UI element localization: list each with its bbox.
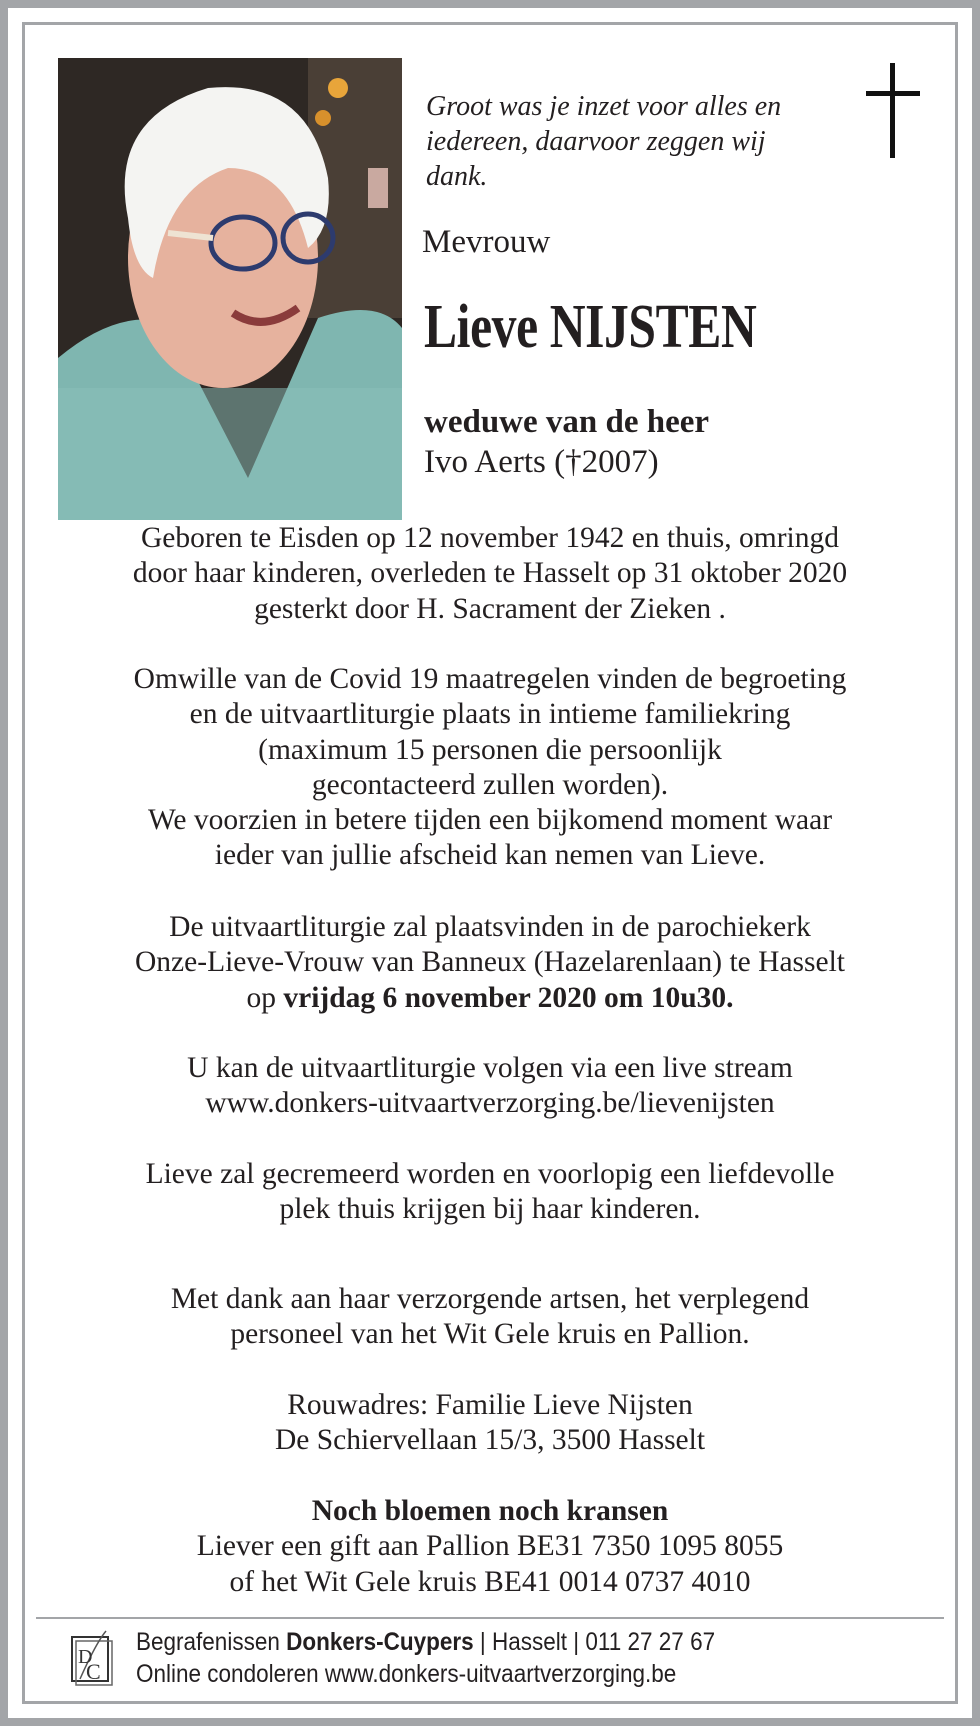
svg-text:C: C bbox=[86, 1659, 101, 1684]
funeral-home-name: Donkers-Cuypers bbox=[286, 1628, 474, 1656]
text-line: U kan de uitvaartliturgie volgen via een live stream bbox=[187, 1052, 793, 1084]
text-line: (maximum 15 personen die persoonlijk bbox=[258, 733, 722, 766]
funeral-paragraph bbox=[30, 910, 950, 1016]
spouse-line: Ivo Aerts (†2007) bbox=[424, 444, 659, 480]
thanks-paragraph bbox=[30, 1282, 950, 1353]
text-line: plek thuis krijgen bij haar kinderen. bbox=[279, 1193, 701, 1226]
footer-divider bbox=[36, 1617, 944, 1619]
deceased-name: Lieve NIJSTEN bbox=[424, 293, 757, 361]
quote-line: iedereen, daarvoor zeggen wij bbox=[426, 126, 766, 157]
cremation-paragraph bbox=[30, 1157, 950, 1228]
text-line: De uitvaartliturgie zal plaatsvinden in de parochiekerk bbox=[169, 911, 811, 943]
text-line: De Schiervellaan 15/3, 3500 Hasselt bbox=[274, 1424, 706, 1457]
birth-death-paragraph bbox=[30, 521, 950, 627]
livestream-paragraph bbox=[30, 1051, 950, 1122]
funeral-date-line bbox=[30, 981, 950, 1016]
text-line: en de uitvaartliturgie plaats in intieme familiekring bbox=[189, 698, 791, 731]
text-line: ieder van jullie afscheid kan nemen van Lieve. bbox=[214, 839, 766, 872]
text-line: Liever een gift aan Pallion BE31 7350 1095 8055 bbox=[196, 1530, 784, 1563]
cross-icon bbox=[866, 63, 920, 158]
text-line: gecontacteerd zullen worden). bbox=[311, 768, 669, 801]
honorific: Mevrouw bbox=[422, 224, 551, 260]
text-line: Geboren te Eisden op 12 november 1942 en thuis, omringd bbox=[140, 522, 840, 554]
text-prefix: op bbox=[246, 981, 284, 1014]
text-line: gesterkt door H. Sacrament der Zieken . bbox=[254, 592, 726, 625]
flowers-paragraph bbox=[30, 1494, 950, 1600]
text-line: Met dank aan haar verzorgende artsen, het verplegend bbox=[170, 1283, 810, 1315]
footer-text: Begrafenissen bbox=[136, 1628, 287, 1656]
address-paragraph bbox=[30, 1388, 950, 1459]
text-line: Rouwadres: Familie Lieve Nijsten bbox=[287, 1389, 693, 1421]
svg-text:D: D bbox=[78, 1646, 93, 1668]
funeral-date: vrijdag 6 november 2020 om 10u30. bbox=[283, 981, 734, 1014]
covid-paragraph bbox=[30, 662, 950, 874]
quote-line: Groot was je inzet voor alles en bbox=[426, 91, 782, 122]
memorial-quote bbox=[426, 89, 846, 194]
quote-line: dank. bbox=[426, 161, 488, 192]
portrait-photo bbox=[58, 58, 402, 520]
text-line: personeel van het Wit Gele kruis en Pallion. bbox=[230, 1318, 750, 1351]
text-line: door haar kinderen, overleden te Hasselt op 31 oktober 2020 bbox=[132, 557, 848, 590]
livestream-link[interactable]: www.donkers-uitvaartverzorging.be/lievenijsten bbox=[205, 1087, 775, 1120]
spouse-line: weduwe van de heer bbox=[424, 404, 710, 440]
text-line: Omwille van de Covid 19 maatregelen vinden de begroeting bbox=[133, 663, 847, 695]
text-line: of het Wit Gele kruis BE41 0014 0737 4010 bbox=[229, 1565, 751, 1598]
footer-line-1 bbox=[136, 1626, 715, 1658]
text-line: Onze-Lieve-Vrouw van Banneux (Hazelarenlaan) te Hasselt bbox=[135, 946, 845, 979]
funeral-home-footer bbox=[136, 1626, 715, 1690]
footer-contact: | Hasselt | 011 27 27 67 bbox=[473, 1628, 716, 1656]
flowers-heading: Noch bloemen noch kransen bbox=[311, 1495, 669, 1527]
text-line: Lieve zal gecremeerd worden en voorlopig een liefdevolle bbox=[145, 1158, 835, 1190]
text-line: We voorzien in betere tijden een bijkomend moment waar bbox=[147, 804, 833, 837]
funeral-home-logo bbox=[66, 1629, 116, 1687]
spouse-info bbox=[424, 402, 709, 482]
footer-condolence-link[interactable]: Online condoleren www.donkers-uitvaartverzorging.be bbox=[136, 1660, 677, 1688]
